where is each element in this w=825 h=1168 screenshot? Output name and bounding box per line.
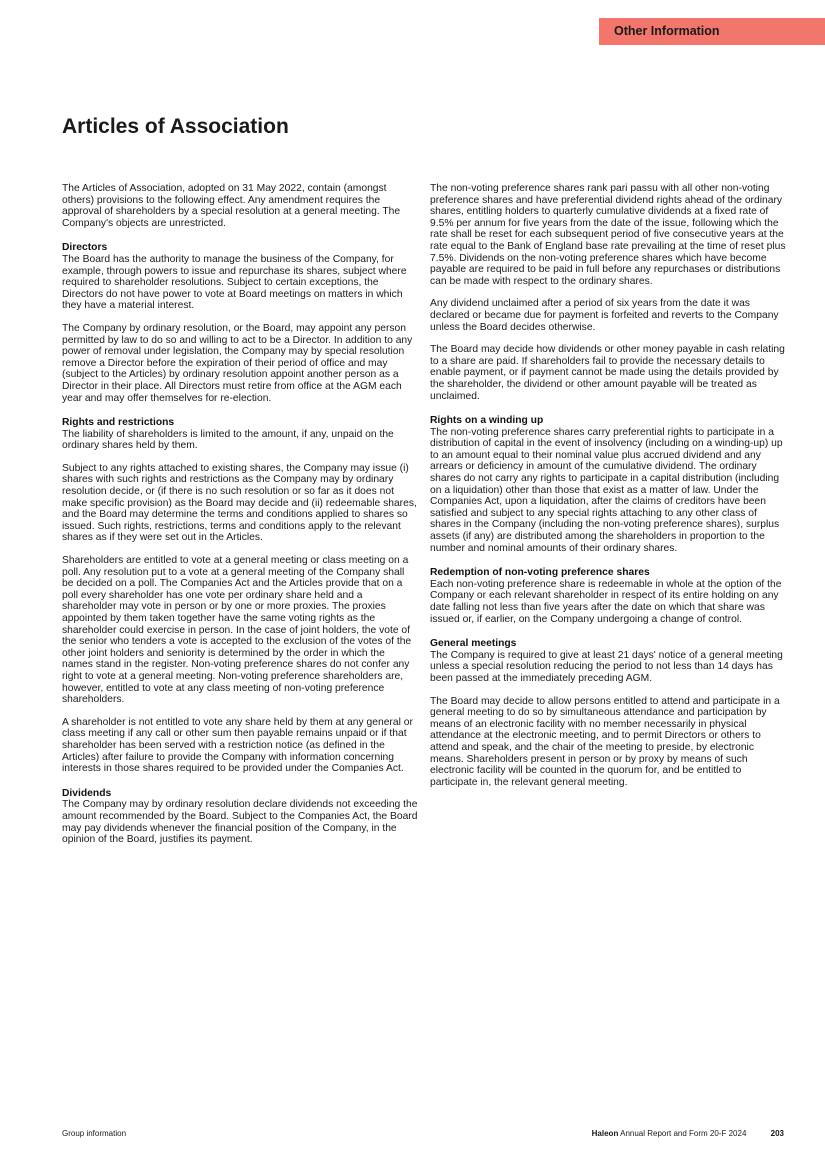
directors-paragraph-2: The Company by ordinary resolution, or the Board, may appoint any person permitted by law to do so and willing to act to be a Director. In addition to any power of removal under legislation, the Company may by special resolution remove a Director before the expiration of their period of office and may (subject to the Articles) by ordinary resolution appoint another person as a Director in their place. All Directors must retire from office at the AGM each year and may offer themselves for re-election.: [62, 322, 413, 404]
right-column: [430, 183, 788, 799]
general-meetings-paragraph-2: The Board may decide to allow persons entitled to attend and participate in a general meeting to do so by simultaneous attendance and participation by means of an electronic facility with no member necessarily in physical attendance at the electronic meeting, and to permit Directors or others to attend and speak, and the chair of the meeting to preside, by electronic means. Shareholders present in person or by proxy by means of such electronic facility will be counted in the quorum for, and be entitled to participate in, the relevant general meeting.: [430, 695, 780, 788]
general-meetings-paragraph-1: The Company is required to give at least 21 days' notice of a general meeting unless a special resolution reducing the period to not less than 14 days has been passed at the immediately preceding AGM.: [430, 649, 783, 684]
page-number: 203: [770, 1129, 784, 1138]
dividends-paragraph-4: The Board may decide how dividends or other money payable in cash relating to a share are paid. If shareholders fail to provide the necessary details to enable payment, or if payment cannot be made using the details provided by the shareholder, the dividend or other amount payable will be treated as unclaimed.: [430, 344, 785, 402]
footer-report-info: [592, 1129, 784, 1138]
redemption-paragraph: Each non-voting preference share is redeemable in whole at the option of the Company or each relevant shareholder in respect of its entire holding on any date falling not less than five years after the date on which that share was issued or, if earlier, on the Company undergoing a change of control.: [430, 578, 782, 625]
redemption-heading: Redemption of non-voting preference shares: [430, 567, 650, 579]
directors-heading: Directors: [62, 242, 108, 254]
left-column: [62, 183, 418, 857]
rights-paragraph-4: A shareholder is not entitled to vote any share held by them at any general or class meeting if any call or other sum then payable remains unpaid or if that shareholder has been served with a restriction notice (as defined in the Articles) after failure to provide the Company with information concerning interests in those shares required to be provided under the Companies Act.: [62, 716, 413, 775]
dividends-paragraph-2: The non-voting preference shares rank pari passu with all other non-voting preference shares and have preferential dividend rights ahead of the ordinary shares, entitling holders to quarterly cumulative dividends at a fixed rate of 9.5% per annum for five years from the date of the issue, following which the rate shall be reset for each subsequent period of five consecutive years at the rate equal to the Bank of England base rate prevailing at the time of reset plus 7.5%. Dividends on the non-voting preference shares which have become payable are required to be paid in full before any repurchases or distributions can be made with respect to the ordinary shares.: [430, 183, 786, 287]
section-tab: Other Information: [599, 18, 825, 45]
dividends-paragraph-1: The Company may by ordinary resolution declare dividends not exceeding the amount recommended by the Board. Subject to the Companies Act, the Board may pay dividends whenever the financial position of the Company, in the opinion of the Board, justifies its payment.: [62, 799, 418, 846]
footer-report-name: Annual Report and Form 20-F 2024: [620, 1129, 747, 1138]
general-meetings-heading: General meetings: [430, 638, 517, 650]
winding-up-paragraph: The non-voting preference shares carry preferential rights to participate in a distribution of capital in the event of insolvency (including on a winding-up) up to an amount equal to their nominal value plus accrued dividend and any arrears or deficiency in amount of the cumulative dividend. The ordinary shares do not carry any rights to participate in a capital distribution (including on a liquidation) other than those that exist as a matter of law. Under the Companies Act, upon a liquidation, after the claims of creditors have been satisfied and subject to any special rights attaching to any other class of shares in the Company (including the non-voting preference shares), surplus assets (if any) are distributed among the shareholders in proportion to the number and nominal amounts of their ordinary shares.: [430, 426, 783, 554]
winding-up-heading: Rights on a winding up: [430, 415, 544, 427]
intro-paragraph: The Articles of Association, adopted on 31 May 2022, contain (amongst others) provisions to the following effect. Any amendment requires the approval of shareholders by a special resolution at a general meeting. The Company's objects are unrestricted.: [62, 183, 401, 229]
directors-paragraph-1: The Board has the authority to manage the business of the Company, for example, through powers to issue and repurchase its shares, subject where required to shareholder resolutions. Subject to certain exceptions, the Directors do not have power to vote at Board meetings on matters in which they have a material interest.: [62, 253, 407, 312]
rights-heading: Rights and restrictions: [62, 417, 175, 429]
dividends-paragraph-3: Any dividend unclaimed after a period of six years from the date it was declared or became due for payment is forfeited and reverts to the Company unless the Board decides otherwise.: [430, 298, 779, 333]
page-title: Articles of Association: [62, 115, 289, 138]
rights-paragraph-2: Subject to any rights attached to existing shares, the Company may issue (i) shares with such rights and restrictions as the Company may by ordinary resolution decide, or (if there is no such resolution or so far as it does not make specific provision) as the Board may decide and (ii) redeemable shares, and the Board may determine the terms and conditions applied to shares so issued. Such rights, restrictions, terms and conditions apply to the relevant shares as if they were set out in the Articles.: [62, 462, 417, 544]
rights-paragraph-3: Shareholders are entitled to vote at a general meeting or class meeting on a poll. Any resolution put to a vote at a general meeting of the Company shall be decided on a poll. The Companies Act and the Articles provide that on a poll every shareholder has one vote per ordinary share held and a shareholder may vote in person or by one or more proxies. The proxies appointed by them taken together have the same voting rights as the shareholder could exercise in person. In the case of joint holders, the vote of the senior who tenders a vote is accepted to the exclusion of the votes of the other joint holders and seniority is determined by the order in which the names stand in the register. Non-voting preference shares do not confer any right to vote at a general meeting. Non-voting preference shareholders are, however, entitled to vote at any class meeting of non-voting preference shareholders.: [62, 555, 412, 706]
dividends-heading: Dividends: [62, 787, 112, 799]
footer-brand: Haleon: [591, 1129, 619, 1138]
footer-section-label: Group information: [62, 1129, 127, 1138]
rights-paragraph-1: The liability of shareholders is limited to the amount, if any, unpaid on the ordinary shares held by them.: [62, 428, 394, 452]
